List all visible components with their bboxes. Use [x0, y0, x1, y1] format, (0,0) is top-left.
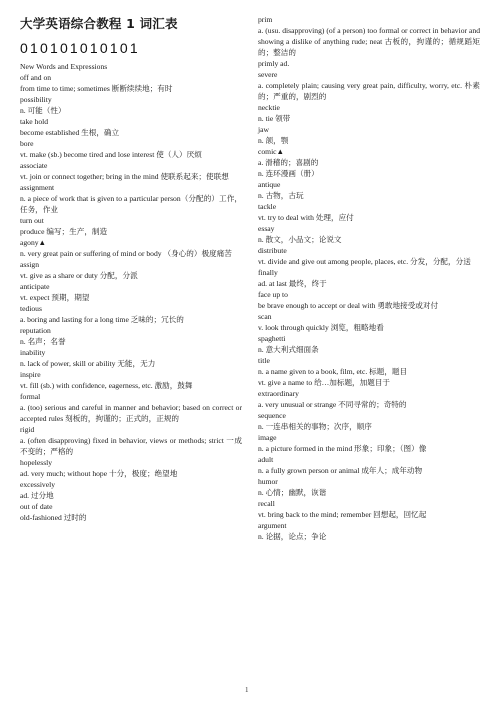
vocab-definition: from time to time; sometimes 断断续续地；有时: [20, 84, 173, 93]
vocab-word: recall: [258, 499, 275, 508]
vocab-entry: [20, 479, 242, 501]
vocab-word: severe: [258, 70, 278, 79]
vocab-word: anticipate: [20, 282, 50, 291]
vocab-definition: n. 一连串相关的事物；次序，顺序: [258, 422, 372, 431]
vocab-word: inspire: [20, 370, 41, 379]
vocab-definition: vt. try to deal with 处理，应付: [258, 213, 354, 222]
vocab-entry: [20, 259, 242, 281]
page-number: 1: [245, 686, 249, 694]
vocab-definition: become established 生根，确立: [20, 128, 120, 137]
vocab-entry: [258, 201, 480, 223]
vocab-definition: vt. fill (sb.) with confidence, eagerness, etc. 激励，鼓舞: [20, 381, 193, 390]
vocab-entry: [20, 424, 242, 457]
left-entry-list: [20, 72, 242, 523]
vocab-definition: n. very great pain or suffering of mind or body （身心的）极度痛苦: [20, 249, 232, 258]
vocab-definition: vt. join or connect together; bring in the mind 使联系起来；使联想: [20, 172, 229, 181]
vocab-entry: [20, 116, 242, 138]
vocab-word: essay: [258, 224, 275, 233]
vocab-word: off and on: [20, 73, 52, 82]
vocab-entry: [20, 391, 242, 424]
vocab-word: rigid: [20, 425, 35, 434]
vocab-definition: a. boring and lasting for a long time 乏味的；冗长的: [20, 315, 184, 324]
vocab-word: possibility: [20, 95, 52, 104]
vocab-entry: [258, 245, 480, 267]
vocab-word: humor: [258, 477, 278, 486]
vocab-entry: [258, 69, 480, 102]
vocab-word: face up to: [258, 290, 288, 299]
vocab-entry: [20, 182, 242, 215]
vocab-entry: [258, 476, 480, 498]
vocab-entry: [20, 215, 242, 237]
vocab-entry: [258, 520, 480, 542]
vocab-entry: [258, 267, 480, 289]
vocab-definition: a. (usu. disapproving) (of a person) too formal or correct in behavior and showing a dislike of anything rude; neat 古板的，拘谨的；循规蹈矩的；整洁的: [258, 26, 480, 57]
vocab-definition: v. look through quickly 浏览，粗略地看: [258, 323, 384, 332]
vocab-definition: ad. at last 最终，终于: [258, 279, 327, 288]
vocab-word: scan: [258, 312, 272, 321]
vocab-definition: vt. give as a share or duty 分配，分派: [20, 271, 138, 280]
vocab-entry: [258, 410, 480, 432]
vocab-word: reputation: [20, 326, 51, 335]
vocab-definition: n. 论据，论点；争论: [258, 532, 327, 541]
vocab-entry: [258, 102, 480, 124]
vocab-entry: [20, 138, 242, 160]
right-entry-list: [258, 14, 480, 542]
vocab-definition: vt. bring back to the mind; remember 回想起，回忆起: [258, 510, 427, 519]
vocab-entry: [258, 388, 480, 410]
vocab-definition: n. a piece of work that is given to a particular person（分配的）工作，任务，作业: [20, 194, 242, 214]
vocab-entry: [20, 281, 242, 303]
vocab-word: argument: [258, 521, 287, 530]
vocab-word: title: [258, 356, 270, 365]
vocab-word: sequence: [258, 411, 286, 420]
vocab-entry: [258, 223, 480, 245]
vocab-word: primly ad.: [258, 59, 290, 68]
vocab-definition: ad. very much; without hope 十分，极度；绝望地: [20, 469, 178, 478]
vocab-definition: n. 散文，小品文；论说文: [258, 235, 342, 244]
vocab-word: out of date: [20, 502, 53, 511]
vocab-entry: [258, 454, 480, 476]
vocab-entry: [258, 146, 480, 168]
vocab-definition: n. 意大利式细面条: [258, 345, 319, 354]
right-column: [258, 14, 480, 542]
vocab-word: extraordinary: [258, 389, 299, 398]
vocab-entry: [20, 369, 242, 391]
vocab-entry: [258, 124, 480, 146]
vocab-word: prim: [258, 15, 273, 24]
vocab-definition: n. 可能（性）: [20, 106, 66, 115]
vocab-definition: n. tie 领带: [258, 114, 291, 123]
vocab-entry: [20, 325, 242, 347]
vocab-definition: n. 名声；名誉: [20, 337, 66, 346]
vocab-definition: n. 古物，古玩: [258, 191, 304, 200]
vocab-definition: n. a picture formed in the mind 形象；印象；（图）像: [258, 444, 427, 453]
vocab-word: tackle: [258, 202, 277, 211]
vocab-word: comic▲: [258, 147, 285, 156]
vocab-entry: [20, 94, 242, 116]
vocab-definition: n. 连环漫画（册）: [258, 169, 319, 178]
vocab-definition: vt. make (sb.) become tired and lose interest 使（人）厌烦: [20, 150, 202, 159]
vocab-definition: n. lack of power, skill or ability 无能，无力: [20, 359, 156, 368]
vocab-entry: [20, 303, 242, 325]
vocab-word: finally: [258, 268, 278, 277]
vocab-definition: a. completely plain; causing very great pain, difficulty, worry, etc. 朴素的；严重的，剧烈的: [258, 81, 480, 101]
document-title: 大学英语综合教程 1 词汇表: [20, 16, 178, 31]
vocab-entry: [20, 72, 242, 94]
vocab-entry: [258, 14, 480, 58]
vocab-word: image: [258, 433, 277, 442]
vocab-definition: be brave enough to accept or deal with 勇敢地接受或对付: [258, 301, 439, 310]
vocab-entry: [258, 289, 480, 311]
vocab-word: necktie: [258, 103, 280, 112]
vocab-word: jaw: [258, 125, 269, 134]
vocab-entry: [258, 179, 480, 201]
vocab-definition: n. 心情；幽默，诙谐: [258, 488, 327, 497]
vocab-definition: n. a name given to a book, film, etc. 标题，题目: [258, 367, 408, 376]
vocab-entry: [258, 311, 480, 333]
vocab-word: associate: [20, 161, 48, 170]
document-code: 010101010101: [20, 40, 140, 56]
vocab-entry: [258, 355, 480, 377]
vocab-word: inability: [20, 348, 46, 357]
vocab-entry: [20, 501, 242, 523]
section-heading: New Words and Expressions: [20, 62, 108, 71]
vocab-entry: [20, 347, 242, 369]
vocab-definition: vt. divide and give out among people, places, etc. 分发，分配，分送: [258, 257, 471, 266]
vocab-definition: n. 颌，颚: [258, 136, 289, 145]
vocab-word: assign: [20, 260, 39, 269]
vocab-word: assignment: [20, 183, 55, 192]
vocab-entry: [258, 377, 480, 388]
vocab-definition: a. (too) serious and careful in manner and behavior; based on correct or accepted rules 刻板的，拘谨的；正式的，正规的: [20, 403, 242, 423]
vocab-definition: produce 编写；生产，制造: [20, 227, 108, 236]
vocab-word: distribute: [258, 246, 287, 255]
vocab-entry: [20, 457, 242, 479]
vocab-definition: a. very unusual or strange 不同寻常的；奇特的: [258, 400, 407, 409]
vocab-word: tedious: [20, 304, 42, 313]
vocab-definition: ad. 过分地: [20, 491, 54, 500]
vocab-entry: [20, 160, 242, 182]
vocab-entry: [258, 168, 480, 179]
vocab-definition: n. a fully grown person or animal 成年人；成年动物: [258, 466, 423, 475]
vocab-word: turn out: [20, 216, 44, 225]
vocab-word: hopelessly: [20, 458, 53, 467]
vocab-entry: [258, 58, 480, 69]
vocab-word: formal: [20, 392, 41, 401]
vocab-entry: [258, 333, 480, 355]
vocab-word: take hold: [20, 117, 49, 126]
vocab-definition: a. 滑稽的；喜剧的: [258, 158, 319, 167]
vocab-word: antique: [258, 180, 281, 189]
vocab-definition: vt. give a name to 给…加标题，加题目于: [258, 378, 391, 387]
vocab-entry: [258, 432, 480, 454]
vocab-word: adult: [258, 455, 274, 464]
vocab-definition: a. (often disapproving) fixed in behavior, views or methods; strict 一成不变的；严格的: [20, 436, 242, 456]
vocab-definition: vt. expect 预期，期望: [20, 293, 90, 302]
vocab-entry: [258, 498, 480, 520]
vocab-word: spaghetti: [258, 334, 286, 343]
vocab-entry: [20, 237, 242, 259]
vocab-definition: old-fashioned 过时的: [20, 513, 87, 522]
vocab-word: bore: [20, 139, 34, 148]
vocab-word: agony▲: [20, 238, 47, 247]
vocab-word: excessively: [20, 480, 56, 489]
left-column: [20, 16, 242, 523]
